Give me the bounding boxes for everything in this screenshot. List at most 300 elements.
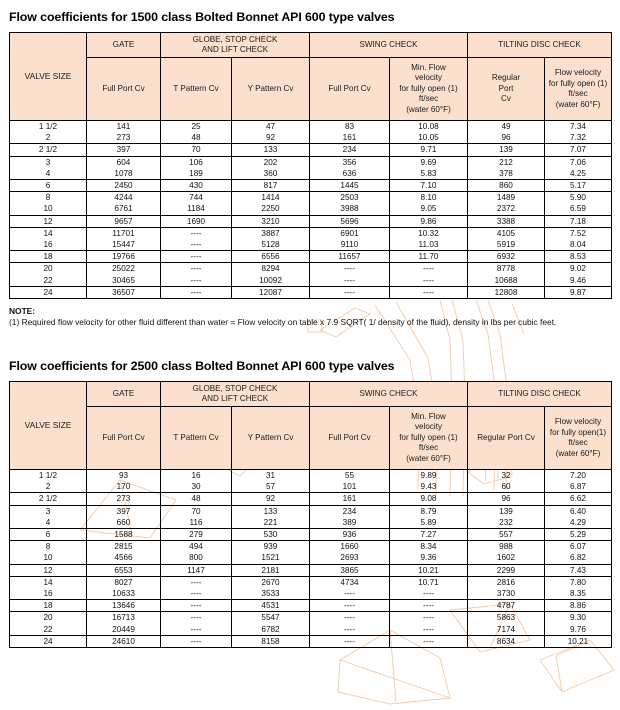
cell-value: 234 xyxy=(310,144,390,156)
cell-value: 139 xyxy=(468,505,545,517)
cell-value: 96 xyxy=(468,493,545,505)
cell-value: 6553 xyxy=(87,564,161,576)
cell-value: 7.80 xyxy=(545,576,612,588)
cell-value: 8027 xyxy=(87,576,161,588)
group-header-row-2500 xyxy=(10,382,612,407)
cell-value: 161 xyxy=(310,132,390,144)
cell-value: ---- xyxy=(390,612,468,624)
column-header-y-pattern-cv: Y Pattern Cv xyxy=(232,58,310,121)
cell-value: 7.43 xyxy=(545,564,612,576)
cell-value: 4566 xyxy=(87,552,161,564)
cell-value: 9.76 xyxy=(545,623,612,635)
table-2500-body xyxy=(10,470,612,648)
between-tables-spacer xyxy=(0,329,620,359)
cell-value: 92 xyxy=(232,132,310,144)
cell-value: 557 xyxy=(468,528,545,540)
cell-value: 3865 xyxy=(310,564,390,576)
cell-valve-size: 3 xyxy=(10,156,87,168)
cell-value: 4734 xyxy=(310,576,390,588)
cell-value: 101 xyxy=(310,481,390,493)
cell-value: 25 xyxy=(161,121,232,133)
cell-valve-size: 10 xyxy=(10,552,87,564)
cell-value: ---- xyxy=(310,286,390,298)
cell-value: 20449 xyxy=(87,623,161,635)
table-row xyxy=(10,552,612,564)
cell-value: 3887 xyxy=(232,227,310,239)
cell-valve-size: 3 xyxy=(10,505,87,517)
table-row xyxy=(10,528,612,540)
cell-value: 1445 xyxy=(310,179,390,191)
cell-value: ---- xyxy=(310,600,390,612)
cell-value: 5696 xyxy=(310,215,390,227)
cell-valve-size: 24 xyxy=(10,635,87,647)
table-row xyxy=(10,168,612,180)
cell-value: 49 xyxy=(468,121,545,133)
cell-valve-size: 10 xyxy=(10,203,87,215)
cell-value: 1414 xyxy=(232,192,310,204)
cell-value: ---- xyxy=(310,612,390,624)
cell-value: 4244 xyxy=(87,192,161,204)
table-row xyxy=(10,227,612,239)
cell-value: 8158 xyxy=(232,635,310,647)
cell-value: 83 xyxy=(310,121,390,133)
cell-value: ---- xyxy=(390,263,468,275)
cell-value: 189 xyxy=(161,168,232,180)
cell-value: ---- xyxy=(161,286,232,298)
table-row xyxy=(10,132,612,144)
cell-value: 202 xyxy=(232,156,310,168)
column-header-gate-full-port-cv: Full Port Cv xyxy=(87,58,161,121)
cell-value: 1184 xyxy=(161,203,232,215)
cell-valve-size: 4 xyxy=(10,168,87,180)
cell-valve-size: 16 xyxy=(10,588,87,600)
cell-value: 2450 xyxy=(87,179,161,191)
table-row xyxy=(10,564,612,576)
cell-value: ---- xyxy=(390,635,468,647)
cell-value: ---- xyxy=(161,263,232,275)
column-header-valve-size: VALVE SIZE xyxy=(10,33,87,121)
cell-value: 5.83 xyxy=(390,168,468,180)
cell-value: 389 xyxy=(310,517,390,529)
cell-value: 6761 xyxy=(87,203,161,215)
column-header-tilting-regular-port-cv-2500: Regular Port Cv xyxy=(468,407,545,470)
cell-value: 8.35 xyxy=(545,588,612,600)
cell-value: ---- xyxy=(390,600,468,612)
table-block-1500 xyxy=(0,10,620,299)
table-row xyxy=(10,635,612,647)
cell-value: 5.90 xyxy=(545,192,612,204)
cell-value: 70 xyxy=(161,505,232,517)
cell-value: 9.87 xyxy=(545,286,612,298)
cell-value: 6556 xyxy=(232,251,310,263)
cell-value: 356 xyxy=(310,156,390,168)
column-group-gate: GATE xyxy=(87,33,161,58)
cell-value: 2670 xyxy=(232,576,310,588)
table-block-2500 xyxy=(0,359,620,648)
cell-value: 6932 xyxy=(468,251,545,263)
cell-value: 936 xyxy=(310,528,390,540)
cell-value: 6.62 xyxy=(545,493,612,505)
cell-value: 11701 xyxy=(87,227,161,239)
table-row xyxy=(10,121,612,133)
cell-value: 11.70 xyxy=(390,251,468,263)
cell-value: 8.10 xyxy=(390,192,468,204)
cell-value: ---- xyxy=(161,623,232,635)
cell-value: 70 xyxy=(161,144,232,156)
cell-valve-size: 2 xyxy=(10,481,87,493)
column-header-tilting-regular-port-cv: Regular Port Cv xyxy=(468,58,545,121)
table-title-1500: Flow coefficients for 1500 class Bolted Bonnet API 600 type valves xyxy=(9,10,395,24)
cell-value: 9657 xyxy=(87,215,161,227)
cell-value: 25022 xyxy=(87,263,161,275)
cell-value: 5863 xyxy=(468,612,545,624)
cell-value: 7.10 xyxy=(390,179,468,191)
table-row xyxy=(10,600,612,612)
cell-value: 4105 xyxy=(468,227,545,239)
title-spacer-1 xyxy=(0,24,620,32)
cell-value: 12808 xyxy=(468,286,545,298)
cell-value: 11657 xyxy=(310,251,390,263)
cell-value: 3388 xyxy=(468,215,545,227)
column-group-tilting-disc-check: TILTING DISC CHECK xyxy=(468,33,612,58)
cell-value: 6.87 xyxy=(545,481,612,493)
table-row xyxy=(10,203,612,215)
cell-value: 212 xyxy=(468,156,545,168)
column-group-swing-check-2500: SWING CHECK xyxy=(310,382,468,407)
cell-value: 7174 xyxy=(468,623,545,635)
table-title-2500: Flow coefficients for 2500 class Bolted Bonnet API 600 type valves xyxy=(9,359,395,373)
cell-value: 7.52 xyxy=(545,227,612,239)
flow-coefficients-table-1500 xyxy=(9,32,612,299)
cell-value: 93 xyxy=(87,470,161,482)
cell-value: 60 xyxy=(468,481,545,493)
cell-value: 604 xyxy=(87,156,161,168)
cell-value: 5.17 xyxy=(545,179,612,191)
column-header-tilting-flow-velocity-2500: Flow velocity for fully open(1) ft/sec (water 60°F) xyxy=(545,407,612,470)
cell-value: 2181 xyxy=(232,564,310,576)
cell-valve-size: 18 xyxy=(10,600,87,612)
cell-value: 106 xyxy=(161,156,232,168)
cell-value: 6.59 xyxy=(545,203,612,215)
column-header-tilting-flow-velocity: Flow velocity for fully open (1) ft/sec (water 60°F) xyxy=(545,58,612,121)
cell-value: 1521 xyxy=(232,552,310,564)
cell-value: 494 xyxy=(161,541,232,553)
cell-value: 2299 xyxy=(468,564,545,576)
cell-value: 4531 xyxy=(232,600,310,612)
cell-value: ---- xyxy=(310,588,390,600)
cell-valve-size: 14 xyxy=(10,227,87,239)
table-row xyxy=(10,612,612,624)
cell-value: 1489 xyxy=(468,192,545,204)
cell-value: 9.69 xyxy=(390,156,468,168)
table-row xyxy=(10,623,612,635)
cell-value: 3210 xyxy=(232,215,310,227)
note-block xyxy=(0,306,609,329)
cell-value: 6901 xyxy=(310,227,390,239)
cell-value: 6.40 xyxy=(545,505,612,517)
cell-value: 116 xyxy=(161,517,232,529)
cell-value: 10.71 xyxy=(390,576,468,588)
cell-value: 1690 xyxy=(161,215,232,227)
table-row xyxy=(10,192,612,204)
cell-value: 9.30 xyxy=(545,612,612,624)
cell-value: 7.07 xyxy=(545,144,612,156)
cell-value: 9.08 xyxy=(390,493,468,505)
column-group-globe-stop-lift-check: GLOBE, STOP CHECK AND LIFT CHECK xyxy=(161,33,310,58)
note-text: (1) Required flow velocity for other fluid different than water = Flow velocity on table x 7.9 SQRT( 1/ density of the fluid), density in lbs per cubic feet. xyxy=(9,317,557,328)
cell-value: 5.89 xyxy=(390,517,468,529)
cell-valve-size: 1 1/2 xyxy=(10,470,87,482)
cell-value: 232 xyxy=(468,517,545,529)
cell-value: 48 xyxy=(161,132,232,144)
cell-value: 3988 xyxy=(310,203,390,215)
cell-value: 817 xyxy=(232,179,310,191)
cell-valve-size: 1 1/2 xyxy=(10,121,87,133)
cell-value: ---- xyxy=(161,251,232,263)
cell-value: ---- xyxy=(161,612,232,624)
cell-value: 10.05 xyxy=(390,132,468,144)
cell-value: 1660 xyxy=(310,541,390,553)
cell-value: 8.79 xyxy=(390,505,468,517)
cell-value: 8.04 xyxy=(545,239,612,251)
cell-value: 7.18 xyxy=(545,215,612,227)
cell-value: 8294 xyxy=(232,263,310,275)
column-group-gate-2500: GATE xyxy=(87,382,161,407)
cell-valve-size: 4 xyxy=(10,517,87,529)
cell-value: 24610 xyxy=(87,635,161,647)
cell-value: 170 xyxy=(87,481,161,493)
cell-value: 660 xyxy=(87,517,161,529)
table-row xyxy=(10,505,612,517)
cell-value: ---- xyxy=(161,227,232,239)
top-spacer xyxy=(0,0,620,10)
note-spacer xyxy=(0,299,620,306)
table-row xyxy=(10,156,612,168)
cell-value: 32 xyxy=(468,470,545,482)
cell-valve-size: 18 xyxy=(10,251,87,263)
cell-value: 7.34 xyxy=(545,121,612,133)
cell-value: 133 xyxy=(232,505,310,517)
cell-value: 8634 xyxy=(468,635,545,647)
cell-value: 9.36 xyxy=(390,552,468,564)
cell-value: 10.08 xyxy=(390,121,468,133)
table-row xyxy=(10,588,612,600)
cell-value: 9.02 xyxy=(545,263,612,275)
column-header-swing-min-flow-velocity-2500: Min. Flow velocity for fully open (1) ft/sec (water 60°F) xyxy=(390,407,468,470)
cell-value: 16713 xyxy=(87,612,161,624)
cell-value: 8.53 xyxy=(545,251,612,263)
cell-value: 5.29 xyxy=(545,528,612,540)
cell-value: 9.46 xyxy=(545,274,612,286)
cell-value: 10633 xyxy=(87,588,161,600)
cell-value: 48 xyxy=(161,493,232,505)
cell-valve-size: 2 xyxy=(10,132,87,144)
column-header-y-pattern-cv-2500: Y Pattern Cv xyxy=(232,407,310,470)
cell-value: 6.07 xyxy=(545,541,612,553)
table-row xyxy=(10,493,612,505)
cell-value: ---- xyxy=(161,635,232,647)
cell-valve-size: 20 xyxy=(10,263,87,275)
cell-value: 141 xyxy=(87,121,161,133)
cell-value: 139 xyxy=(468,144,545,156)
cell-value: 47 xyxy=(232,121,310,133)
cell-value: 9110 xyxy=(310,239,390,251)
cell-value: ---- xyxy=(390,588,468,600)
cell-valve-size: 12 xyxy=(10,215,87,227)
table-2500-head xyxy=(10,382,612,470)
cell-value: ---- xyxy=(310,623,390,635)
cell-valve-size: 8 xyxy=(10,192,87,204)
column-header-swing-full-port-cv-2500: Full Port Cv xyxy=(310,407,390,470)
cell-value: 5547 xyxy=(232,612,310,624)
table-row xyxy=(10,179,612,191)
cell-value: 9.86 xyxy=(390,215,468,227)
table-row xyxy=(10,517,612,529)
cell-value: ---- xyxy=(390,274,468,286)
column-group-tilting-disc-check-2500: TILTING DISC CHECK xyxy=(468,382,612,407)
cell-value: 9.89 xyxy=(390,470,468,482)
cell-valve-size: 24 xyxy=(10,286,87,298)
cell-value: 397 xyxy=(87,144,161,156)
column-header-swing-min-flow-velocity: Min. Flow velocity for fully open (1) ft/sec (water 60°F) xyxy=(390,58,468,121)
cell-value: 273 xyxy=(87,493,161,505)
cell-valve-size: 22 xyxy=(10,274,87,286)
cell-value: 2250 xyxy=(232,203,310,215)
cell-value: ---- xyxy=(161,588,232,600)
cell-value: 96 xyxy=(468,132,545,144)
cell-value: 12087 xyxy=(232,286,310,298)
column-header-valve-size-2500: VALVE SIZE xyxy=(10,382,87,470)
cell-valve-size: 2 1/2 xyxy=(10,493,87,505)
sub-header-row-2500 xyxy=(10,407,612,470)
cell-value: ---- xyxy=(161,274,232,286)
cell-valve-size: 6 xyxy=(10,179,87,191)
cell-value: 10.21 xyxy=(545,635,612,647)
cell-valve-size: 16 xyxy=(10,239,87,251)
cell-value: 1078 xyxy=(87,168,161,180)
cell-value: 3533 xyxy=(232,588,310,600)
cell-value: ---- xyxy=(310,635,390,647)
cell-value: 9.05 xyxy=(390,203,468,215)
table-row xyxy=(10,576,612,588)
cell-value: ---- xyxy=(310,263,390,275)
cell-value: 36507 xyxy=(87,286,161,298)
cell-value: ---- xyxy=(161,576,232,588)
cell-value: 8.34 xyxy=(390,541,468,553)
cell-value: 6782 xyxy=(232,623,310,635)
cell-value: 8778 xyxy=(468,263,545,275)
group-header-row-1500 xyxy=(10,33,612,58)
title-spacer-2 xyxy=(0,373,620,381)
cell-value: 3730 xyxy=(468,588,545,600)
cell-value: 10.21 xyxy=(390,564,468,576)
cell-valve-size: 6 xyxy=(10,528,87,540)
cell-value: 92 xyxy=(232,493,310,505)
cell-value: 9.71 xyxy=(390,144,468,156)
cell-value: 7.32 xyxy=(545,132,612,144)
cell-value: 13646 xyxy=(87,600,161,612)
cell-value: 1602 xyxy=(468,552,545,564)
cell-valve-size: 12 xyxy=(10,564,87,576)
cell-value: 636 xyxy=(310,168,390,180)
table-row xyxy=(10,215,612,227)
cell-value: 988 xyxy=(468,541,545,553)
cell-value: 2372 xyxy=(468,203,545,215)
cell-value: 19766 xyxy=(87,251,161,263)
cell-value: 744 xyxy=(161,192,232,204)
cell-value: 7.20 xyxy=(545,470,612,482)
table-1500-head xyxy=(10,33,612,121)
table-row xyxy=(10,274,612,286)
cell-value: 161 xyxy=(310,493,390,505)
cell-value: 16 xyxy=(161,470,232,482)
cell-value: 530 xyxy=(232,528,310,540)
cell-value: ---- xyxy=(390,286,468,298)
cell-valve-size: 14 xyxy=(10,576,87,588)
cell-value: 279 xyxy=(161,528,232,540)
cell-value: 9.43 xyxy=(390,481,468,493)
cell-value: ---- xyxy=(390,623,468,635)
table-row xyxy=(10,251,612,263)
cell-value: 378 xyxy=(468,168,545,180)
cell-valve-size: 8 xyxy=(10,541,87,553)
cell-value: 4787 xyxy=(468,600,545,612)
cell-value: 11.03 xyxy=(390,239,468,251)
cell-value: 8.86 xyxy=(545,600,612,612)
cell-value: 10092 xyxy=(232,274,310,286)
cell-value: 360 xyxy=(232,168,310,180)
cell-valve-size: 20 xyxy=(10,612,87,624)
cell-value: 4.29 xyxy=(545,517,612,529)
cell-valve-size: 2 1/2 xyxy=(10,144,87,156)
table-1500-body xyxy=(10,121,612,299)
cell-value: 939 xyxy=(232,541,310,553)
cell-value: 2503 xyxy=(310,192,390,204)
table-row xyxy=(10,286,612,298)
table-row xyxy=(10,144,612,156)
note-label: NOTE: xyxy=(9,305,36,316)
cell-value: 31 xyxy=(232,470,310,482)
cell-value: 800 xyxy=(161,552,232,564)
sub-header-row-1500 xyxy=(10,58,612,121)
column-header-t-pattern-cv: T Pattern Cv xyxy=(161,58,232,121)
cell-value: 430 xyxy=(161,179,232,191)
cell-value: 397 xyxy=(87,505,161,517)
table-row xyxy=(10,481,612,493)
cell-value: 860 xyxy=(468,179,545,191)
column-group-swing-check: SWING CHECK xyxy=(310,33,468,58)
cell-value: ---- xyxy=(161,600,232,612)
cell-value: 234 xyxy=(310,505,390,517)
cell-value: 55 xyxy=(310,470,390,482)
table-row xyxy=(10,470,612,482)
cell-value: 2693 xyxy=(310,552,390,564)
cell-value: 1588 xyxy=(87,528,161,540)
table-row xyxy=(10,239,612,251)
cell-value: 7.27 xyxy=(390,528,468,540)
cell-value: 30465 xyxy=(87,274,161,286)
column-group-globe-stop-lift-check-2500: GLOBE, STOP CHECK AND LIFT CHECK xyxy=(161,382,310,407)
cell-value: 1147 xyxy=(161,564,232,576)
cell-value: 2815 xyxy=(87,541,161,553)
cell-value: 7.06 xyxy=(545,156,612,168)
cell-value: 133 xyxy=(232,144,310,156)
cell-value: 5919 xyxy=(468,239,545,251)
column-header-t-pattern-cv-2500: T Pattern Cv xyxy=(161,407,232,470)
cell-valve-size: 22 xyxy=(10,623,87,635)
cell-value: 221 xyxy=(232,517,310,529)
cell-value: 30 xyxy=(161,481,232,493)
